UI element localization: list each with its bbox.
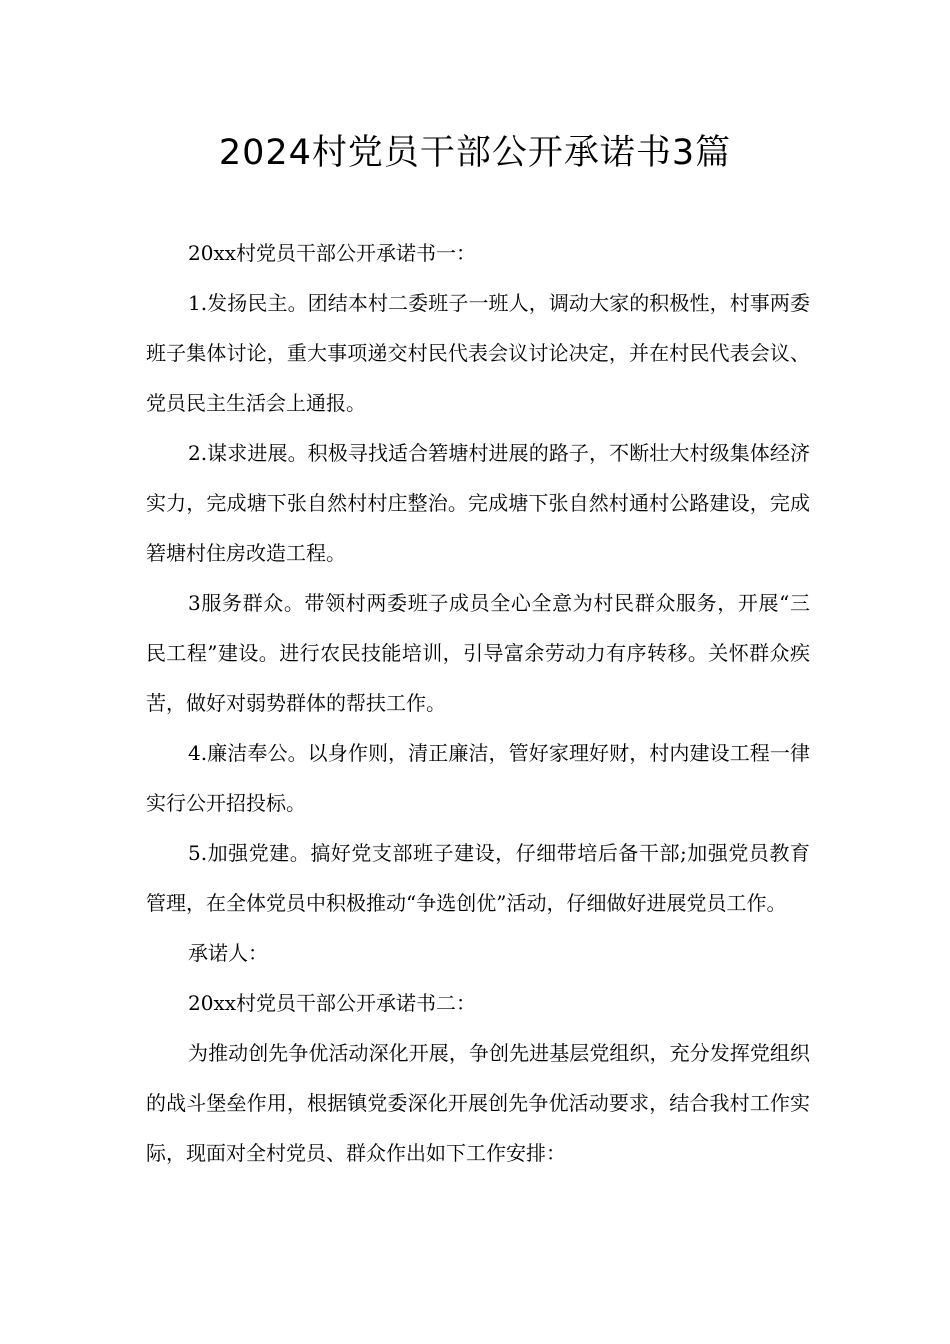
paragraph-intro-2: 20xx村党员干部公开承诺书二： (188, 991, 477, 1015)
paragraph-item-3: 3服务群众。带领村两委班子成员全心全意为村民群众服务，开展“三民工程”建设。进行农民技能培训，引导富余劳动力有序转移。关怀群众疾苦，做好对弱势群体的帮扶工作。 (146, 591, 810, 715)
document-body (146, 228, 810, 1178)
paragraph-item-1: 1.发扬民主。团结本村二委班子一班人，调动大家的积极性，村事两委班子集体讨论，重大事项递交村民代表会议讨论决定，并在村民代表会议、党员民主生活会上通报。 (146, 291, 810, 415)
paragraph-signatory: 承诺人： (188, 941, 268, 965)
paragraph-item-5: 5.加强党建。搞好党支部班子建设，仔细带培后备干部;加强党员教育管理，在全体党员中积极推动“争选创优”活动，仔细做好进展党员工作。 (146, 841, 810, 915)
document-title: 2024村党员干部公开承诺书3篇 (218, 133, 732, 173)
paragraph-item-2: 2.谋求进展。积极寻找适合箬塘村进展的路子，不断壮大村级集体经济实力，完成塘下张自然村村庄整治。完成塘下张自然村通村公路建设，完成箬塘村住房改造工程。 (146, 441, 810, 565)
paragraph-item-4: 4.廉洁奉公。以身作则，清正廉洁，管好家理好财，村内建设工程一律实行公开招投标。 (146, 741, 810, 815)
paragraph-body-2: 为推动创先争优活动深化开展，争创先进基层党组织，充分发挥党组织的战斗堡垒作用，根据镇党委深化开展创先争优活动要求，结合我村工作实际，现面对全村党员、群众作出如下工作安排： (146, 1041, 810, 1165)
paragraph-intro-1: 20xx村党员干部公开承诺书一： (188, 241, 477, 265)
